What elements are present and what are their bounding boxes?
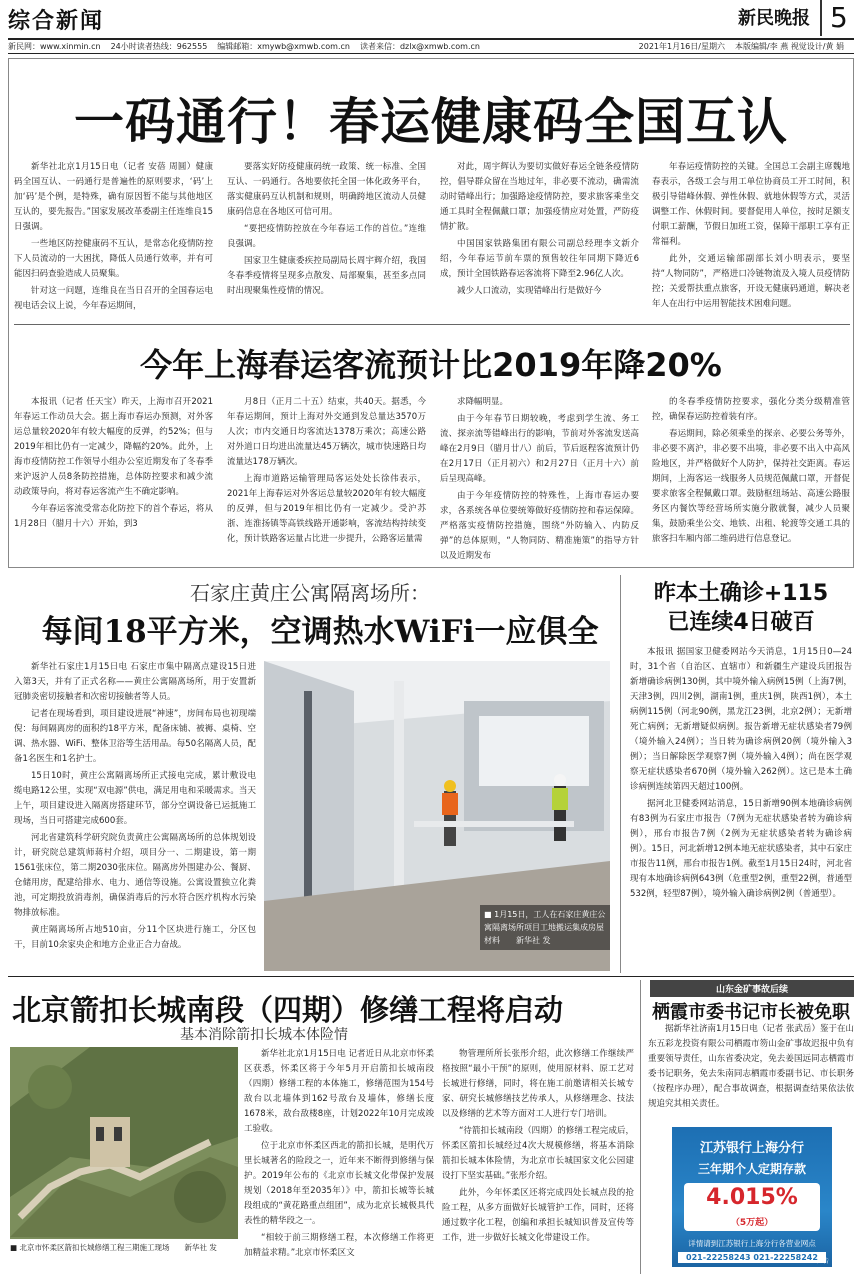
- paragraph: 位于北京市怀柔区西北的箭扣长城，是明代万里长城著名的险段之一，近年来不断得到修缮与保护。2019年公布的《北京市长城文化带保护发展规划（2018年至2035年）》中，箭扣长城等长城段组成的“黄花路重点组团”，成为北京长城极具代表性的精华段之一。: [244, 1141, 434, 1226]
- ad-brand: 江苏银行上海分行: [699, 1141, 804, 1156]
- paragraph: 黄庄隔离场所占地510亩，分11个区块进行施工，分区包干，目前10余家央企和地方企业正合力奋战。: [14, 925, 256, 950]
- story3-kicker: 石家庄黄庄公寓隔离场所：: [190, 581, 430, 605]
- section-title: 综合新闻: [8, 9, 105, 34]
- paragraph: 春运期间，除必须乘坐的探亲、必要公务等外，非必要不离沪，非必要不出境，非必要不出入中高风险地区，并严格做好个人防护，保持社交距离。春运期间，上海客运一线服务人员规范佩戴口罩，开督促要求旅客全程佩戴口罩。鼓励枢纽场站、高速公路服务区内餐饮等经营场所实施分散就餐，减少人员聚集，鼓励乘坐公交、地铁、出租、轮渡等交通工具的旅客扫车厢内部二维码进行信息登记。: [652, 429, 850, 544]
- story5-headline: 北京箭扣长城南段（四期）修缮工程将启动: [12, 993, 564, 1027]
- info-reader-email: 读者来信：dzlx@xmwb.com.cn: [359, 42, 480, 51]
- story2-headline: 今年上海春运客流预计比2019年降20%: [140, 346, 722, 384]
- story5-col2: [442, 1047, 634, 1273]
- story2-col1: [14, 395, 213, 563]
- paragraph: 此外，今年怀柔区还将完成四处长城点段的抢险工程，从多方面做好长城管护工作，同时，还将通过数字化工程，创编和承担长城知识普及宣传等工作，进一步做好长城文化带建设工作。: [442, 1188, 634, 1243]
- ad-rate: 4.015%: [706, 1185, 798, 1210]
- paragraph: 记者在现场看到，项目建设进展“神速”，房间布局也初现端倪：每间隔离房的面积约18平方米，配备床铺、被褥、桌椅、空调、热水器、WiFi、整体卫浴等生活用品。每50名隔离人员，配备1名医生和1名护士。: [14, 709, 256, 764]
- story6-kicker: 山东金矿事故后续: [650, 980, 854, 997]
- story3-photo-caption: ■ 1月15日，工人在石家庄黄庄公寓隔离场所项目工地搬运集成房屋材料 新华社 发: [480, 905, 610, 950]
- story5-subtitle: 基本消除箭扣长城本体险情: [180, 1027, 348, 1043]
- paragraph: 新华社北京1月15日电（记者 安蓓 周圆）健康码全国互认、一码通行是普遍性的原则要求，‘码’上加‘码’是个例，是特殊，确有原因暂不能与其他地区互认的，要先报告。”国家发展改革委副主任连维良15日强调。: [14, 162, 213, 232]
- divider: [8, 976, 854, 977]
- paragraph: 要落实好防疫健康码统一政策、统一标准、全国互认、一码通行。各地要依托全国一体化政务平台，落实健康码互认机制和规则，明确跨地区流动人员健康码信息在各地区可信可用。: [227, 162, 426, 217]
- paragraph: 国家卫生健康委疾控局副局长周宇辉介绍，我国冬春季疫情将呈现多点散发、局部聚集，甚至多点同时出现聚集性疫情的情况。: [227, 256, 426, 296]
- paragraph: 新华社北京1月15日电 记者近日从北京市怀柔区获悉，怀柔区将于今年5月开启箭扣长城南段（四期）修缮工程的本体施工，修缮范围为154号敌台以北墙体到162号敌台及墙体，修缮长度1678米，敌台敌楼8座，计划2022年10月完成竣工验收。: [244, 1049, 434, 1134]
- paragraph: 一些地区防控健康码不互认，是常态化疫情防控下人员流动的一大困扰，降低人员通行效率，并有可能因扫码查验造成人员聚集。: [14, 239, 213, 279]
- paragraph: 据河北卫健委网站消息，15日新增90例本地确诊病例有83例为石家庄市报告（7例为无症状感染者转为确诊病例），邢台市报告7例（2例为无症状感染者转为确诊病例）。15日，河北新增12例本地无症状感染者，其中石家庄市报告11例，邢台市报告1例。截至1月15日24时，河北省现有本地确诊病例643例（危重型2例，重型22例，普通型532例，轻型87例），境外输入确诊病例2例（普通型）。: [630, 799, 852, 899]
- info-date: 2021年1月16日/星期六: [638, 42, 725, 51]
- masthead-rule-2: [8, 53, 854, 54]
- paragraph: 由于今年疫情防控的特殊性，上海市春运办要求，各系统各单位要统筹做好疫情防控和春运保障。严格落实疫情防控措施，围绕“外防输入、内防反弹”的总体原则，“人物同防、精准施策”的指导方针以及近期发布: [440, 491, 639, 561]
- story1-headline: 一码通行！春运健康码全国互认: [74, 93, 788, 151]
- ad-minimum: （5万起）: [730, 1218, 774, 1228]
- paragraph: 减少人口流动，实现错峰出行是做好今: [457, 286, 602, 296]
- paragraph: 月8日（正月二十五）结束，共40天。据悉，今年春运期间，预计上海对外交通到发总量达3570万人次；市内交通日均客流达1378万乘次；高速公路对外道口日均进出流量达45万辆次，城市快速路日均流量达178万辆次。: [227, 397, 426, 467]
- story3-body: [14, 660, 256, 972]
- story2-col2: [227, 395, 426, 563]
- story4-headline-line1: 昨本土确诊+115: [653, 581, 829, 606]
- paragraph: 上海市道路运输管理局客运处处长徐伟表示，2021年上海春运对外客运总量较2020年有较大幅度的反弹，但与2019年相比仍有一定减少。受沪苏浙、连淮扬镇等高铁线路开通影响，客流结构持续变化，预计铁路客运量占比进一步提升，公路客运量需: [227, 474, 426, 544]
- paragraph: 的冬春季疫情防控要求，强化分类分级精准管控，确保春运防控着装有序。: [652, 397, 850, 422]
- paragraph: 新华社石家庄1月15日电 石家庄市集中隔离点建设15日进入第3天，并有了正式名称——黄庄公寓隔离场所，用于安置新冠肺炎密切接触者和次密切接触者等人员。: [14, 662, 256, 702]
- paragraph: 15日10时，黄庄公寓隔离场所正式接电完成，累计敷设电缆电路12公里，实现“双电源”供电，满足用电和采暖需求。当天上午，项目建设进入隔离房搭建环节，部分空调设备已运抵施工现场，当日可搭建完成600套。: [14, 771, 256, 826]
- info-bar: [8, 41, 854, 52]
- ad-rate-box: [684, 1183, 820, 1231]
- story2-col4: [652, 395, 850, 563]
- divider: [14, 324, 850, 325]
- story6-body: [648, 1022, 854, 1122]
- page-number: 5: [820, 0, 848, 36]
- story5-col1: [244, 1047, 434, 1273]
- paragraph: 求降幅明显。: [457, 397, 509, 407]
- paper-name: 新民晚报: [738, 8, 810, 29]
- great-wall-photo: [10, 1047, 238, 1239]
- paragraph: 今年春运客流受常态化防控下的首个春运，将从1月28日（腊月十六）开始，到3: [14, 504, 213, 529]
- paragraph: 本报讯（记者 任天宝）昨天，上海市召开2021年春运工作动员大会。据上海市春运办预测，对外客运总量较2020年有较大幅度的反弹，约52%；但与2019年相比仍有一定减少，降幅约20%。此外，上海市疫情防控工作领导小组办公室近期发布了冬春季来沪返沪人员8条防控措施，总体防控要求和减少流动政策导向，将对春运客流产生不确定影响。: [14, 397, 213, 497]
- paragraph: 本报讯 据国家卫健委网站今天消息，1月15日0—24时，31个省（自治区、直辖市）和新疆生产建设兵团报告新增确诊病例130例，其中境外输入病例15例（上海7例，天津3例，四川2例，湖南1例，重庆1例，陕西1例），本土病例115例（河北90例，黑龙江23例，北京2例）；无新增死亡病例；无新增疑似病例。报告新增无症状感染者79例（境外输入24例）；当日转为确诊病例20例（境外输入3例）；当日解除医学观察7例（境外输入4例）；尚在医学观察无症状感染者670例（境外输入262例）。这已是本土确诊病例连续第四天超过100例。: [630, 647, 852, 792]
- story4-body: [630, 645, 852, 973]
- story6-headline: 栖霞市委书记市长被免职: [652, 1002, 850, 1023]
- ad-product: 三年期个人定期存款: [697, 1162, 806, 1176]
- ad-phones: 021-22258243 021-22258242: [678, 1252, 826, 1263]
- paragraph: “待箭扣长城南段（四期）的修缮工程完成后，怀柔区箭扣长城经过4次大规模修缮，将基本消除箭扣长城本体险情，为北京市长城国家文化公园建设打下坚实基础。”张彤介绍。: [442, 1126, 634, 1181]
- story1-col3: [440, 160, 639, 318]
- masthead-rule: [8, 38, 854, 40]
- story3-headline: 每间18平方米，空调热水WiFi一应俱全: [41, 614, 599, 650]
- paragraph: 河北省建筑科学研究院负责黄庄公寓隔离场所的总体规划设计，研究院总建筑师蒋村介绍，项目分一、二期建设，第一期1561张床位，第二期2030张床位。隔离房外围建办公、餐厨、仓储用房，配建给排水、电力、通信等设施。公寓设置独立化粪池，可定期投放消毒剂，确保消毒后的污水符合医疗机构水污染物排放标准。: [14, 833, 256, 918]
- story1-col1: [14, 160, 213, 318]
- paragraph: “要把疫情防控放在今年春运工作的首位。”连维良强调。: [227, 224, 426, 249]
- photo-illustration: [10, 1047, 238, 1239]
- info-editors: 本版编辑/李 燕 视觉设计/黄 娟: [734, 42, 844, 51]
- paragraph: 此外，交通运输部副部长刘小明表示，要坚持“人物同防”，严格进口冷链物流及入境人员疫情防控；关爱帮扶重点旅客，开设无健康码通道，解决老年人在出行中运用智能技术困难问题。: [652, 254, 850, 309]
- story5-photo-caption: ■ 北京市怀柔区箭扣长城修缮工程三期施工现场 新华社 发: [10, 1243, 217, 1252]
- paragraph: 针对这一问题，连维良在当日召开的全国春运电视电话会议上说，今年春运期间，: [14, 286, 213, 311]
- info-website: 新民网：www.xinmin.cn: [8, 42, 101, 51]
- story1-col4: [652, 160, 850, 318]
- divider: [640, 980, 641, 1274]
- paragraph: 物管理所所长张彤介绍，此次修缮工作继续严格按照“最小干预”的原则，使用原材料、原工艺对长城进行修缮，同时，将在施工前邀请相关长城专家、研究长城修缮技艺传承人，从修缮理念、技法以及修缮的艺术等方面对工人进行专门培训。: [442, 1049, 634, 1119]
- paragraph: 对此，周宇辉认为要切实做好春运全链条疫情防控，倡导群众留在当地过年，非必要不流动，确需流动时错峰出行；加强路途疫情防控，要求旅客乘坐交通工具时全程佩戴口罩；加强疫情应对处置，严防疫情扩散。: [440, 162, 639, 232]
- ad-note: 详情请到江苏银行上海分行各营业网点: [688, 1239, 816, 1248]
- story2-col3: [440, 395, 639, 563]
- ad-tag: 广告: [816, 1258, 829, 1265]
- paragraph: 由于今年春节日期较晚，考虑到学生流、务工流、探亲流等错峰出行的影响，节前对外客流发送高峰在2月9日（腊月廿八）前后，节后返程客流预计仍在2月17日（正月初六）和2月27日（正月十六）前后呈现高峰。: [440, 414, 639, 484]
- paragraph: 年春运疫情防控的关键。全国总工会副主席魏地春表示，各级工会与用工单位协商员工开工时间，积极引导错峰休假、弹性休假、就地休假等方式，灵活调整工作、休假时间。要督促用人单位，按时足额支付职工薪酬，节假日加班工资，保障干部职工享有正常福利。: [652, 162, 850, 247]
- bank-advertisement: [672, 1127, 832, 1267]
- paragraph: 据新华社济南1月15日电（记者 张武岳）鉴于在山东五彩龙投资有限公司栖霞市笏山金矿事故迟报中负有重要领导责任，山东省委决定，免去姜国远同志栖霞市委书记职务，免去朱南同志栖霞市委副书记、市长职务（按程序办理），配合事故调查，根据调查结果依法依规追究其相关责任。: [648, 1024, 854, 1109]
- info-hotline: 24小时读者热线：962555: [110, 42, 208, 51]
- paragraph: “相较于前三期修缮工程，本次修缮工作将更加精益求精。”北京市怀柔区文: [244, 1233, 434, 1258]
- info-editor-email: 编辑邮箱：xmywb@xmwb.com.cn: [217, 42, 350, 51]
- story1-col2: [227, 160, 426, 318]
- divider: [620, 575, 621, 973]
- paragraph: 中国国家铁路集团有限公司副总经理李文新介绍，今年春运节前车票的预售较往年同期下降近6成，预计全国铁路春运客流将下降至2.96亿人次。: [440, 239, 639, 279]
- story4-headline-line2: 已连续4日破百: [667, 610, 815, 635]
